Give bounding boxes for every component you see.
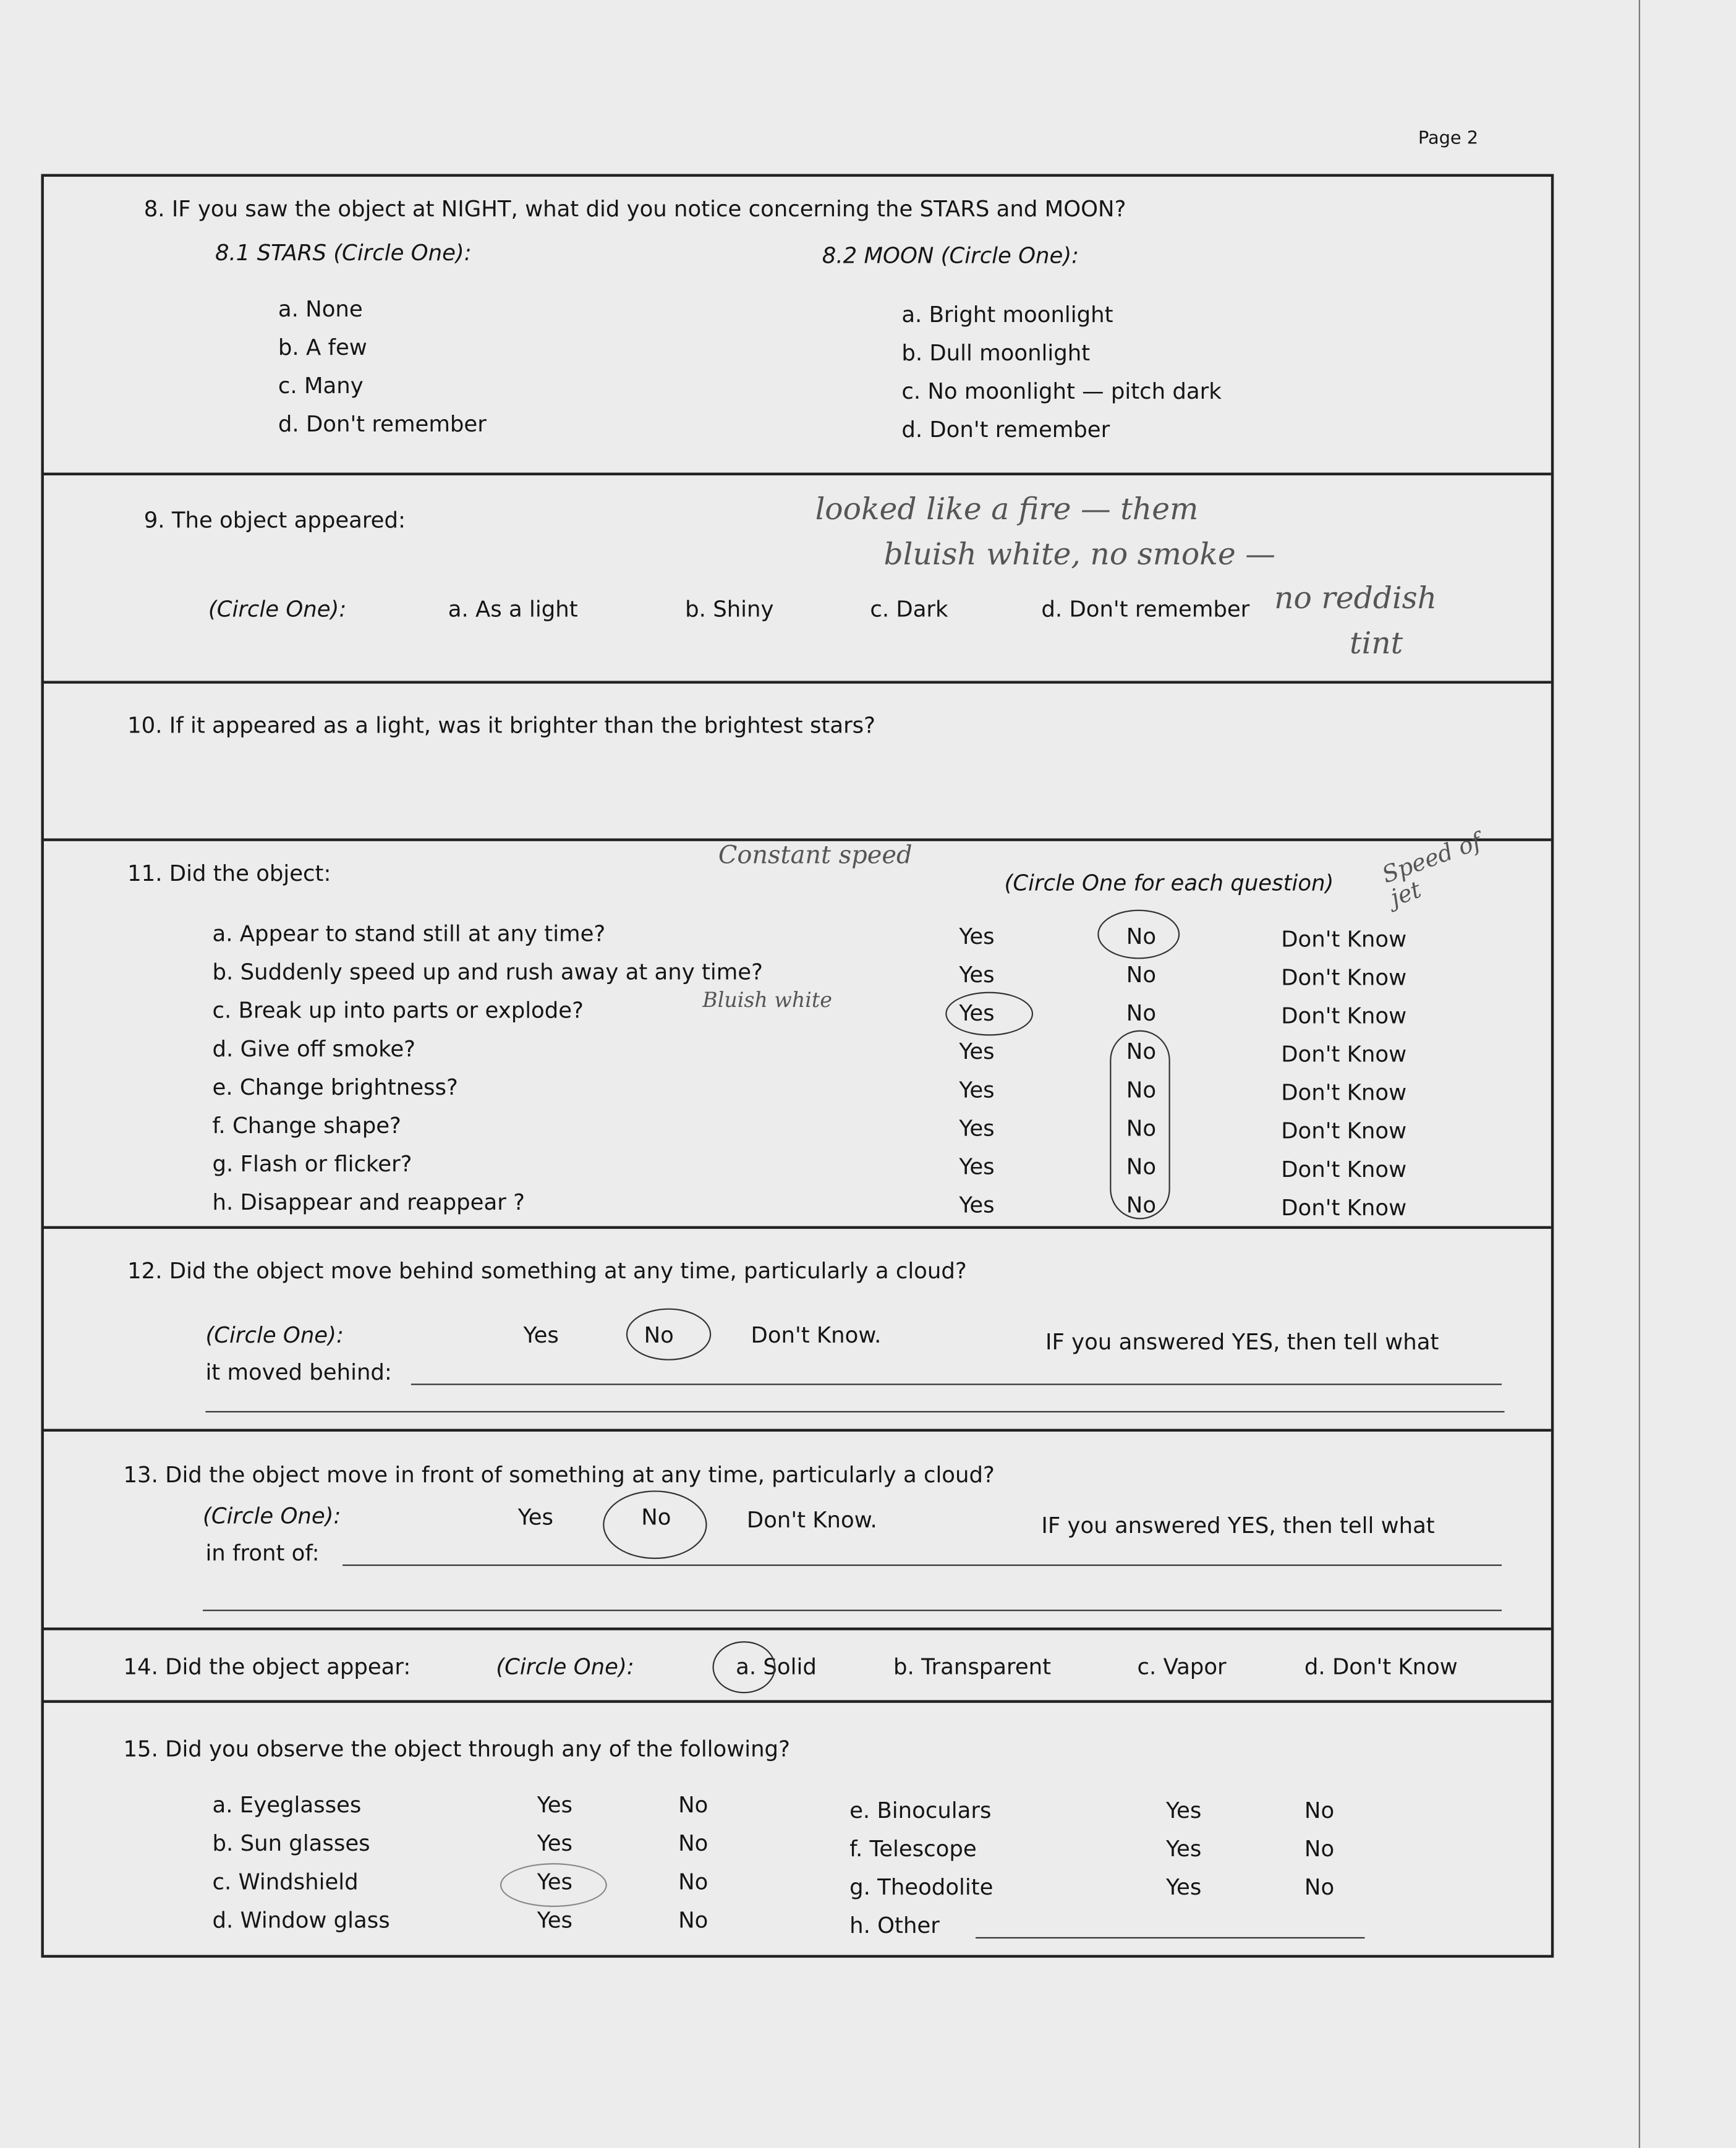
q14-title: 14. Did the object appear: [123, 1653, 411, 1680]
q9-circle-label: (Circle One): [208, 596, 347, 622]
q11-dont-know[interactable]: Don't Know [1281, 1003, 1407, 1029]
q15-item-label: a. Eyeglasses [212, 1791, 362, 1819]
page-number: Page 2 [1418, 129, 1479, 150]
q8-title: 8. IF you saw the object at NIGHT, what did you notice concerning the STARS and MOON? [143, 195, 1126, 223]
q11-yes[interactable]: Yes [959, 1077, 995, 1103]
q11-item-label: c. Break up into parts or explode? [212, 997, 584, 1024]
q11-item-label: g. Flash or flicker? [212, 1150, 412, 1177]
q12-circle-label: (Circle One): [205, 1322, 344, 1348]
q8-stars-option[interactable]: b. A few [278, 334, 367, 360]
q11-dont-know[interactable]: Don't Know [1281, 1156, 1407, 1182]
q11-item-label: f. Change shape? [212, 1112, 401, 1139]
q8-stars-option[interactable]: d. Don't remember [278, 410, 487, 437]
answer-circle [945, 992, 1033, 1036]
q14-option[interactable]: c. Vapor [1137, 1653, 1227, 1680]
q9-title: 9. The object appeared: [143, 507, 406, 533]
q12-answer-line[interactable] [205, 1411, 1504, 1412]
answer-circle [603, 1490, 707, 1559]
q11-yes[interactable]: Yes [959, 1000, 995, 1027]
q15-no[interactable]: No [678, 1907, 708, 1934]
q8-moon-option[interactable]: b. Dull moonlight [901, 339, 1091, 366]
divider [41, 681, 1551, 684]
q15-yes[interactable]: Yes [1166, 1797, 1202, 1823]
q12-dont-know[interactable]: Don't Know. [751, 1322, 882, 1348]
q15-no[interactable]: No [1304, 1835, 1335, 1862]
q15-no[interactable]: No [678, 1791, 708, 1819]
q13-no[interactable]: No [641, 1504, 671, 1530]
handwritten-note: Constant speed [718, 841, 913, 870]
q12-title: 12. Did the object move behind something at any time, particularly a cloud? [127, 1257, 967, 1284]
q13-title: 13. Did the object move in front of something at any time, particularly a cloud? [123, 1461, 995, 1488]
q11-dont-know[interactable]: Don't Know [1281, 1041, 1407, 1068]
q12-if-yes: IF you answered YES, then tell what [1045, 1328, 1439, 1355]
answer-circle [626, 1309, 711, 1361]
q15-no[interactable]: No [1304, 1797, 1335, 1823]
q14-option[interactable]: d. Don't Know [1304, 1653, 1458, 1680]
q8-moon-label: 8.2 MOON (Circle One): [822, 242, 1079, 269]
q11-no[interactable]: No [1126, 961, 1157, 988]
q11-dont-know[interactable]: Don't Know [1281, 1194, 1407, 1221]
q15-no[interactable]: No [678, 1869, 708, 1895]
answer-circle [712, 1641, 775, 1693]
q11-dont-know[interactable]: Don't Know [1281, 1079, 1407, 1106]
q11-item-label: b. Suddenly speed up and rush away at any time? [212, 959, 763, 985]
q11-no[interactable]: No [1126, 1115, 1157, 1142]
q11-item-label: d. Give off smoke? [212, 1035, 416, 1062]
q12-answer-line[interactable] [411, 1383, 1502, 1385]
q9-option[interactable]: c. Dark [870, 596, 948, 622]
q15-no[interactable]: No [1304, 1874, 1335, 1901]
divider [41, 1429, 1551, 1432]
q13-if-yes: IF you answered YES, then tell what [1041, 1512, 1435, 1539]
q15-item-label: d. Window glass [212, 1907, 390, 1934]
page-edge [1639, 0, 1640, 2148]
q10-title: 10. If it appeared as a light, was it brighter than the brightest stars? [127, 712, 875, 739]
q11-no[interactable]: No [1126, 1000, 1157, 1027]
answer-circle [1097, 910, 1180, 959]
q11-dont-know[interactable]: Don't Know [1281, 1118, 1407, 1144]
q8-stars-option[interactable]: c. Many [278, 372, 364, 399]
q14-option[interactable]: b. Transparent [893, 1653, 1052, 1680]
q11-title: 11. Did the object: [127, 860, 331, 886]
q11-no[interactable]: No [1126, 1192, 1157, 1218]
q15-yes[interactable]: Yes [537, 1791, 573, 1819]
q13-circle-label: (Circle One): [203, 1503, 341, 1529]
q11-yes[interactable]: Yes [959, 961, 995, 988]
q9-option[interactable]: d. Don't remember [1041, 596, 1250, 622]
q13-answer-line[interactable] [203, 1610, 1502, 1611]
q15-yes[interactable]: Yes [537, 1907, 573, 1934]
q8-stars-label: 8.1 STARS (Circle One): [215, 239, 472, 266]
q9-option[interactable]: b. Shiny [685, 596, 774, 622]
q15-yes[interactable]: Yes [537, 1830, 573, 1857]
q11-no[interactable]: No [1126, 1038, 1157, 1065]
q11-yes[interactable]: Yes [959, 1192, 995, 1218]
handwritten-note: looked like a fire — them [815, 493, 1199, 528]
q15-item-label: c. Windshield [212, 1869, 359, 1895]
divider [41, 1628, 1551, 1630]
q12-yes[interactable]: Yes [523, 1322, 559, 1348]
q11-dont-know[interactable]: Don't Know [1281, 926, 1407, 953]
handwritten-note: no reddish [1274, 582, 1437, 617]
handwritten-note: Bluish white [702, 987, 832, 1012]
q15-no[interactable]: No [678, 1830, 708, 1857]
q12-moved-behind-label: it moved behind: [205, 1359, 392, 1385]
q11-item-label: h. Disappear and reappear ? [212, 1189, 525, 1215]
q11-no[interactable]: No [1126, 923, 1157, 949]
q15-yes[interactable]: Yes [1166, 1835, 1202, 1862]
q14-circle-label: (Circle One): [496, 1653, 634, 1680]
q13-dont-know[interactable]: Don't Know. [746, 1506, 877, 1534]
handwritten-note: Speed of jet [1379, 828, 1486, 913]
q11-yes[interactable]: Yes [959, 923, 995, 949]
q15-item-label: b. Sun glasses [212, 1830, 370, 1857]
q11-yes[interactable]: Yes [959, 1115, 995, 1142]
q12-no[interactable]: No [644, 1322, 674, 1348]
q8-stars-option[interactable]: a. None [278, 295, 363, 322]
q11-yes[interactable]: Yes [959, 1153, 995, 1180]
divider [41, 1226, 1551, 1229]
q13-in-front-label: in front of: [205, 1540, 320, 1566]
divider [41, 1700, 1551, 1702]
q15-item-label: e. Binoculars [849, 1797, 992, 1823]
q15-item-label: g. Theodolite [849, 1874, 994, 1901]
q11-no[interactable]: No [1126, 1077, 1157, 1103]
q15-yes[interactable]: Yes [537, 1869, 573, 1895]
handwritten-note: bluish white, no smoke — [883, 538, 1275, 573]
q15-title: 15. Did you observe the object through any of the following? [123, 1736, 790, 1762]
q11-no[interactable]: No [1126, 1153, 1157, 1180]
q11-item-label: e. Change brightness? [212, 1074, 458, 1100]
q8-moon-option[interactable]: c. No moonlight — pitch dark [901, 378, 1222, 404]
q9-option[interactable]: a. As a light [448, 596, 578, 622]
q13-yes[interactable]: Yes [517, 1504, 554, 1530]
q15-item-label: f. Telescope [849, 1835, 977, 1862]
divider [41, 473, 1551, 475]
q11-circle-label: (Circle One for each question) [1004, 870, 1334, 896]
answer-circle [500, 1863, 607, 1907]
q11-yes[interactable]: Yes [959, 1038, 995, 1065]
handwritten-note: tint [1350, 627, 1403, 662]
q11-item-label: a. Appear to stand still at any time? [212, 920, 606, 947]
q15-item-label: h. Other [849, 1912, 940, 1939]
q15-yes[interactable]: Yes [1166, 1874, 1202, 1901]
q8-moon-option[interactable]: a. Bright moonlight [901, 301, 1113, 328]
q13-answer-line[interactable] [343, 1564, 1502, 1566]
q8-moon-option[interactable]: d. Don't remember [901, 416, 1110, 443]
q11-dont-know[interactable]: Don't Know [1281, 964, 1407, 991]
q15-other-line[interactable] [976, 1937, 1364, 1938]
q14-option[interactable]: a. Solid [736, 1653, 817, 1680]
answer-circle [1110, 1030, 1170, 1220]
